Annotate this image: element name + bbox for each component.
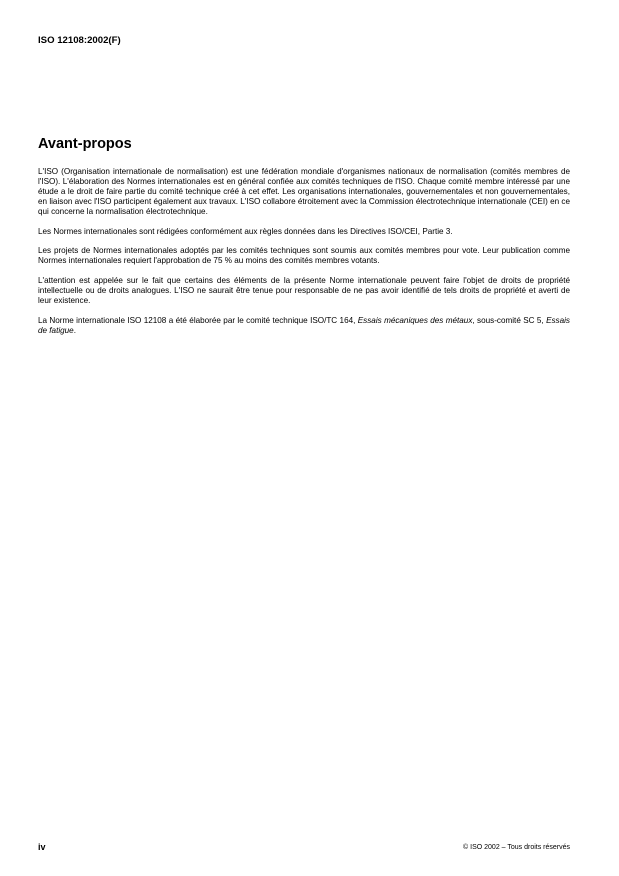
paragraph-patent-rights: L'attention est appelée sur le fait que certains des éléments de la présente Norme internationale peuvent faire l'objet de droits de propriété intellectuelle ou de droits analogues. L'ISO ne saurait être tenue pour responsable de ne pas avoir identifié de tels droits de propriété et averti de leur existence. — [38, 276, 570, 306]
committee-title-italic: Essais mécaniques des métaux — [357, 315, 473, 325]
paragraph-committee — [38, 316, 570, 336]
document-id-header: ISO 12108:2002(F) — [38, 35, 121, 46]
foreword-body — [38, 167, 570, 346]
paragraph-directives: Les Normes internationales sont rédigées conformément aux règles données dans les Directives ISO/CEI, Partie 3. — [38, 226, 453, 236]
subcommittee-title-italic: Essais de fatigue — [38, 315, 570, 335]
committee-text-3: . — [73, 325, 76, 335]
committee-text-2: , sous-comité SC 5, — [472, 315, 547, 325]
copyright-notice: © ISO 2002 – Tous droits réservés — [463, 844, 570, 851]
paragraph-iso-organisation: L'ISO (Organisation internationale de normalisation) est une fédération mondiale d'organismes nationaux de normalisation (comités membres de l'ISO). L'élaboration des Normes internationales est en général confiée aux comités techniques de l'ISO. Chaque comité membre intéressé par une étude a le droit de faire partie du comité technique créé à cet effet. Les organisations internationales, gouvernementales et non gouvernementales, en liaison avec l'ISO participent également aux travaux. L'ISO collabore étroitement avec la Commission électrotechnique internationale (CEI) en ce qui concerne la normalisation électrotechnique. — [38, 167, 570, 216]
paragraph-voting: Les projets de Normes internationales adoptés par les comités techniques sont soumis aux comités membres pour vote. Leur publication comme Normes internationales requiert l'approbation de 75 % au moins des comités membres votants. — [38, 246, 570, 266]
page-number: iv — [38, 842, 46, 852]
committee-text-1: La Norme internationale ISO 12108 a été élaborée par le comité technique ISO/TC 164, — [38, 315, 358, 325]
page-title: Avant-propos — [38, 136, 132, 152]
